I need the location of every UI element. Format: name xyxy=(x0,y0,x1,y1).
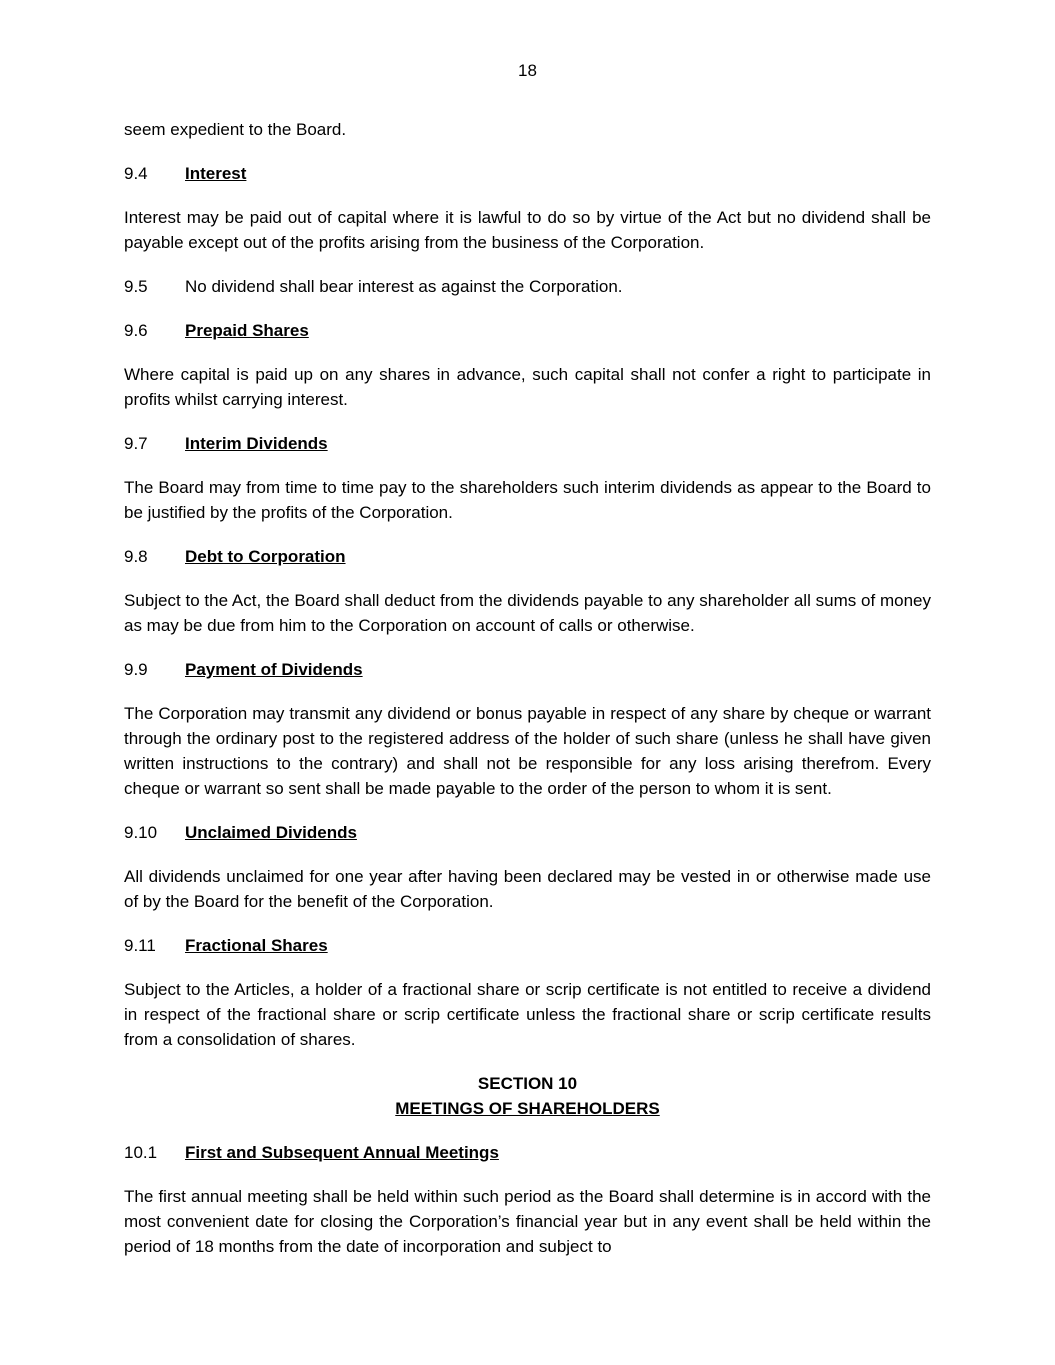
section-body-9-6: Where capital is paid up on any shares in advance, such capital shall not confer a right to participate in profits whilst carrying interest. xyxy=(124,365,931,409)
section-heading-9-6 xyxy=(124,318,931,343)
section-heading-9-10 xyxy=(124,820,931,845)
section-title: Fractional Shares xyxy=(185,936,328,955)
section-title: Interest xyxy=(185,164,247,183)
section-number: 9.4 xyxy=(124,164,148,183)
section-number: 9.11 xyxy=(124,936,156,955)
paragraph-continuation: seem expedient to the Board. xyxy=(124,120,347,139)
section-title: Debt to Corporation xyxy=(185,547,346,566)
section-number: 9.8 xyxy=(124,547,148,566)
section-heading-10-1 xyxy=(124,1140,931,1165)
section-body-9-11: Subject to the Articles, a holder of a fractional share or scrip certificate is not entitled to receive a dividend in respect of the fractional share or scrip certificate unless the fractional share or scrip certificate results from a consolidation of shares. xyxy=(124,980,931,1049)
section-number: 9.6 xyxy=(124,321,148,340)
section-number: 9.10 xyxy=(124,823,158,842)
section-body-9-9: The Corporation may transmit any dividend or bonus payable in respect of any share by cheque or warrant through the ordinary post to the registered address of the holder of such share (unless he shall have given written instructions to the contrary) and shall not be responsible for any loss arising therefrom. Every cheque or warrant so sent shall be made payable to the order of the person to whom it is sent. xyxy=(124,704,931,798)
section-10-subtitle: MEETINGS OF SHAREHOLDERS xyxy=(395,1099,660,1118)
page-number: 18 xyxy=(518,61,537,80)
section-number: 9.9 xyxy=(124,660,148,679)
section-heading-9-7 xyxy=(124,431,931,456)
section-10-title: SECTION 10 xyxy=(477,1074,578,1093)
section-title: Payment of Dividends xyxy=(185,660,363,679)
section-clause-9-5 xyxy=(124,274,931,299)
section-body-9-10: All dividends unclaimed for one year after having been declared may be vested in or otherwise made use of by the Board for the benefit of the Corporation. xyxy=(124,867,931,911)
section-number: 10.1 xyxy=(124,1143,158,1162)
section-inline-body: No dividend shall bear interest as against the Corporation. xyxy=(185,277,623,296)
section-title: Interim Dividends xyxy=(185,434,328,453)
section-heading-9-11 xyxy=(124,933,931,958)
section-heading-9-8 xyxy=(124,544,931,569)
section-body-9-7: The Board may from time to time pay to the shareholders such interim dividends as appear to the Board to be justified by the profits of the Corporation. xyxy=(124,478,931,522)
section-body-9-8: Subject to the Act, the Board shall deduct from the dividends payable to any shareholder all sums of money as may be due from him to the Corporation on account of calls or otherwise. xyxy=(124,591,931,635)
section-title: Prepaid Shares xyxy=(185,321,309,340)
section-10-heading xyxy=(124,1071,931,1121)
section-title: Unclaimed Dividends xyxy=(185,823,357,842)
section-title: First and Subsequent Annual Meetings xyxy=(185,1143,499,1162)
section-heading-9-4 xyxy=(124,161,931,186)
section-number: 9.7 xyxy=(124,434,148,453)
section-body-9-4: Interest may be paid out of capital where it is lawful to do so by virtue of the Act but no dividend shall be payable except out of the profits arising from the business of the Corporation. xyxy=(124,208,931,252)
section-number: 9.5 xyxy=(124,277,148,296)
section-heading-9-9 xyxy=(124,657,931,682)
section-body-10-1: The first annual meeting shall be held within such period as the Board shall determine is in accord with the most convenient date for closing the Corporation’s financial year but in any event shall be held within the period of 18 months from the date of incorporation and subject to xyxy=(124,1187,931,1256)
